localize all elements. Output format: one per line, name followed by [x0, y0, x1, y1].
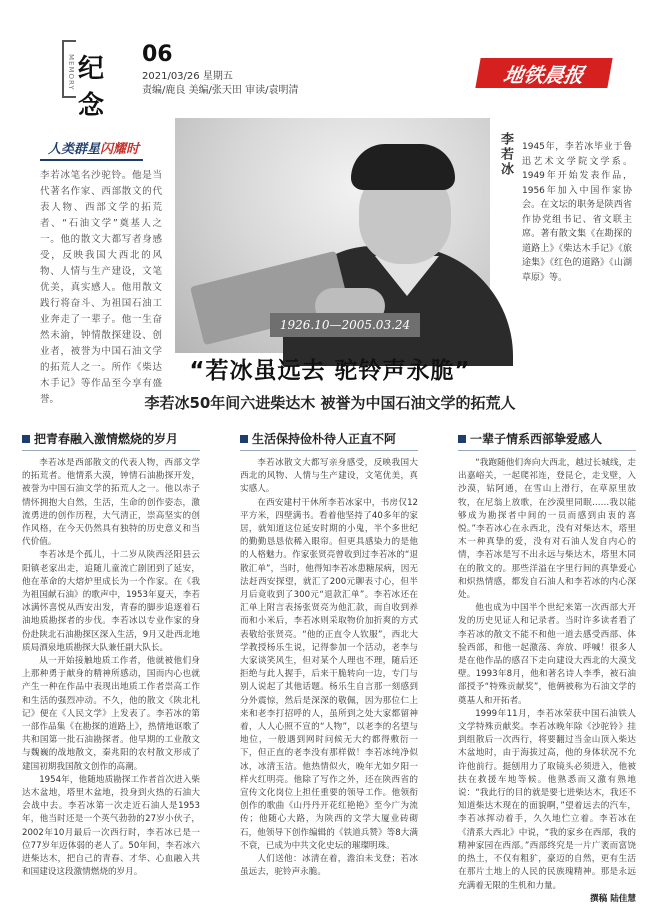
paragraph: 李若冰是个孤儿，十二岁从陕西泾阳县云阳镇老家出走，追随儿童流亡剧团到了延安，他在革命的大熔炉里成长为一个作家。在《我为祖国献石油》的歌声中，1953年夏天，李若冰满怀喜悦从西安出发，青春的脚步追逐着石油地质勘探者的步伐。李若冰以专业作家的身份赴陕北石油勘探区深入生活，9月又赴西北地质局酒泉地质勘探大队兼任副大队长。: [22, 550, 200, 653]
column-heading-text: 把青春融入激情燃烧的岁月: [34, 432, 179, 446]
life-dates: 1926.10—2005.03.24: [270, 313, 420, 337]
paragraph: 1954年，他随地质勘探工作者首次进入柴达木盆地，塔里木盆地，投身到火热的石油大会战中去。李若冰第一次走近石油人是1953年，他当时还是一个英气勃勃的27岁小伙子，2002年10月最后一次西行时，李若冰已是一位77岁年迈体弱的老人了。50年间，李若冰六进柴达木，把自己的青春、才华、心血融入共和国建设这段激情燃烧的岁月。: [22, 774, 200, 878]
photo-hair: [351, 144, 455, 190]
paragraph: 从一开始接触地质工作者，他就被他们身上那种勇于献身的精神所感动，国而内心也就产生一种在作品中表现出地质工作者崇高工作和生活的强烈冲动。不久，他的散文《陕北札记》便在《人民文学》上发表了。李若冰的第一部作品集《在勘探的道路上》，热情地讴歌了共和国第一批石油勘探者。他早期的工业散文与魏巍的战地散文，秦兆阳的农村散文形成了建国初期我国散文创作的高潮。: [22, 656, 200, 772]
date-line: 2021/03/26 星期五: [142, 71, 233, 82]
writer-credit: 撰稿 陆佳慧: [590, 893, 636, 904]
square-bullet-icon: [458, 435, 466, 443]
column-heading: [458, 430, 636, 451]
headline: “若冰虽远去 驼铃声永脆”: [189, 358, 471, 384]
column-body: [240, 457, 418, 878]
column-tag-accent: 闪耀时: [100, 142, 140, 157]
square-bullet-icon: [240, 435, 248, 443]
column-tag: [40, 138, 143, 161]
paragraph: 人们送他：冰清在着，澹泊未戈登；若冰虽远去，驼铃声永脆。: [240, 854, 418, 878]
subheadline: 李若冰50年间六进柴达木 被誉为中国石油文学的拓荒人: [144, 394, 516, 412]
paragraph: 李若冰是西部散文的代表人物，西部文学的拓荒者。他情系大漠，钟情石油勘探开发，被誉为中国石油文学的拓荒人之一。他以赤子情怀拥抱大自然，生活，生命的创作姿态，激流勇进的创作历程，大气清正，崇高坚实的创作风格，在今天仍然具有独特的历史意义和当代价值。: [22, 458, 200, 548]
section-label: [62, 40, 128, 121]
paragraph: 1999年11月，李若冰荣获中国石油铁人文学特殊贡献奖。李若冰晚年除《沙驼铃》挂到组散后一次西行，将要翻过当金山顶入柴达木盆地时，由于海拔过高，他的身体状况不允许他前行。挺刨用力了取镜头必须进入，他被扶在救援车地等候。他熟悉而又激有熟地说：“我此行的目的就是要七进柴达木，我还不知道柴达木现在的面貌啊，”望着远去的汽车，李若冰挥动着手，久久地伫立着。李若冰在《清系大西北》中说，“我的家乡在西部，我的精神家园在西部。”西部终究是一片广袤而富饶的热土，不仅有粗犷，豪迈的自然，更有生活在那片土地上的人民的民族瑰精神。那是永远充满着无限的生机和力量。: [458, 708, 636, 891]
column-heading-text: 一辈子情系西部挚爱感人: [470, 432, 603, 446]
square-bullet-icon: [22, 435, 30, 443]
page-number: 06: [142, 42, 173, 67]
vertical-name: 李若冰: [498, 132, 513, 177]
paragraph: 他也成为中国半个世纪来第一次西部大开发的历史见证人和记录者。当时许多读者看了李若冰的散文不能不和他一道去感受西部、体验西部，和他一起激荡、奔放、呼喊！很多人是在他作品的感召下走向建设大西北的大漠戈壁。1993年8月，他和著名诗人李季，被石油部授予“特殊贡献奖”，他俩被称为石油文学的奠基人和开拓者。: [458, 603, 636, 706]
column-heading: [240, 430, 418, 451]
bio-text: 1945年，李若冰毕业于鲁迅艺术文学院文学系。1949年开始发表作品，1956年加入中国作家协会。在文坛的职务是陕西省作协党组书记、省文联主席。著有散文集《在勘探的道路上》《柴达木手记》《旅途集》《红色的道路》《山湖草原》等。: [522, 142, 632, 283]
paragraph: 李若冰散文大都写亲身感受，反映我国大西北的风物、人情与生产建设，文笔优美，真实感人。: [240, 458, 418, 495]
article-column-3: [458, 430, 636, 904]
column-tag-main: 人类群星: [48, 142, 101, 157]
column-heading: [22, 430, 200, 451]
editors-line: 责编/鹿良 美编/张天田 审读/袁明清: [142, 85, 299, 96]
article-column-1: [22, 430, 200, 878]
section-en: MEMORY: [67, 54, 75, 91]
column-heading-text: 生活保持俭朴待人正直不阿: [252, 432, 397, 446]
column-body: [458, 457, 636, 904]
column-body: [22, 457, 200, 878]
article-column-2: [240, 430, 418, 878]
section-title: 纪念: [78, 54, 105, 121]
intro-text: 李若冰笔名沙驼铃。他是当代著名作家、西部散文的代表人物、西部文学的拓荒者、“石油文学”奠基人之一。他的散文大都写者身感受，反映我国大西北的风物、人情与生产建设，文笔优美，真实感人。他用散文践行将奋斗、为祖国石油工业奔走了一辈子。他一生奋然未渝，钟情散探建设、创业者，被誉为中国石油文学的拓荒人之一。所作《柴达木手记》等作品至今享有盛誉。: [40, 170, 162, 405]
paragraph: 在西安建村干休所李若冰家中，书房仅12平方米，四壁满书。看着他坚持了40多年的家居，就知道这位延安时期的小鬼，半个多世纪的勤勤恳恳依稀入眼帘。但更具感染力的是他的人格魅力。作家张贤亮曾收到过李若冰的“退散汇单”，当时，他得知李若冰患糖尿病，因无法赶西安探望，就汇了200元聊表寸心，但半月后竟收到了300元“退款汇单”。李若冰还在汇单上附言表扬张贤亮为他汇款，而自收到养而和小米后，李若冰则采取物价加折爽的方式表敬给张贤亮。“他的正直令人钦服”，西北大学教授杨乐生说，记得参加一个活动，老李与大家谈笑风生，但对某个人理也不理，随后还拒绝与此人握手，后来干脆转向一边，专门与别人说起了其他话题。杨乐生自言那一刻感到分外震惊，然后是深深的敬佩，因为那位仁上来和老李打招呼的人，虽所到之处大家都留神着，人人心照不宣的“人物”，以老李的名望与地位，一般遇到网时问候无大约都得敷衍一下，但正直的老李没有那样做！李若冰纯净似冰，冰清玉洁。他热情似火，晚年尤如夕阳一样火红明亮。他除了写作之外，还在陕西省的宣传文化岗位上担任重要的领导工作。他领衔创作的歌曲《山丹丹开花红艳艳》至今广为流传；他随心大路，为陕西的文学大厦业砖砌石，他领导下创作编辑的《铁道兵赞》等8大满不衰，已成为中共文化史坛的璀璨明珠。: [240, 497, 418, 851]
newspaper-logo: 地铁晨报: [475, 58, 612, 88]
paragraph: “我跑随他们奔向大西北，越过长城线，走出嘉峪关，一起爬祁连，登昆仑，走戈壁，入沙漠，钻阿通，在雪山上滑行，在草原里放牧，在尼翁上放歌，在沙漠里同眠……我以能够成为勘探者中间的一员而感到由衷的喜悦。”李若冰心在永西北，没有对柴达木，塔里木一种真挚的爱，没有对石油人发自内心的情，李若冰是写不出永远与柴达木，塔里木同在的散文的。那些洋溢在字里行间的真挚爱心和炽热情感，都发自石油人和李若冰的内心深处。: [458, 458, 636, 601]
